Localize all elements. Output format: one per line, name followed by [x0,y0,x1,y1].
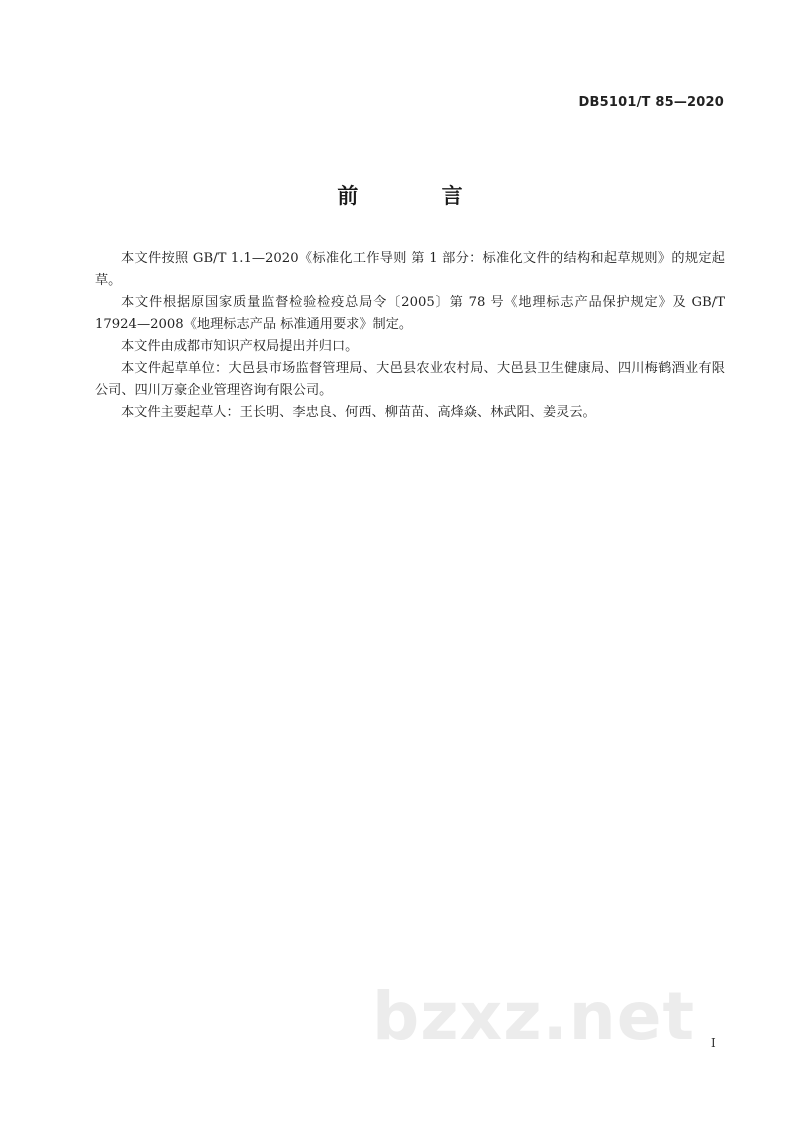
watermark: bzxz.net [372,978,696,1055]
paragraph-drafters: 本文件主要起草人：王长明、李忠良、何西、柳苗苗、高烽焱、林武阳、姜灵云。 [121,405,596,420]
page-number: I [711,1036,716,1050]
document-id: DB5101/T 85—2020 [578,95,724,110]
paragraph-drafting-units: 本文件起草单位：大邑县市场监督管理局、大邑县农业农村局、大邑县卫生健康局、四川梅鹤酒业有限公司、四川万豪企业管理咨询有限公司。 [95,361,725,398]
paragraph-basis: 本文件根据原国家质量监督检验检疫总局令〔2005〕第 78 号《地理标志产品保护规定》及 GB/T 17924—2008《地理标志产品 标准通用要求》制定。 [95,295,725,332]
paragraph-proposer: 本文件由成都市知识产权局提出并归口。 [121,339,359,354]
paragraph-drafting-rules: 本文件按照 GB/T 1.1—2020《标准化工作导则 第 1 部分：标准化文件的结构和起草规则》的规定起草。 [95,251,725,288]
preface-body [95,248,725,424]
page-title: 前 言 [337,184,501,208]
